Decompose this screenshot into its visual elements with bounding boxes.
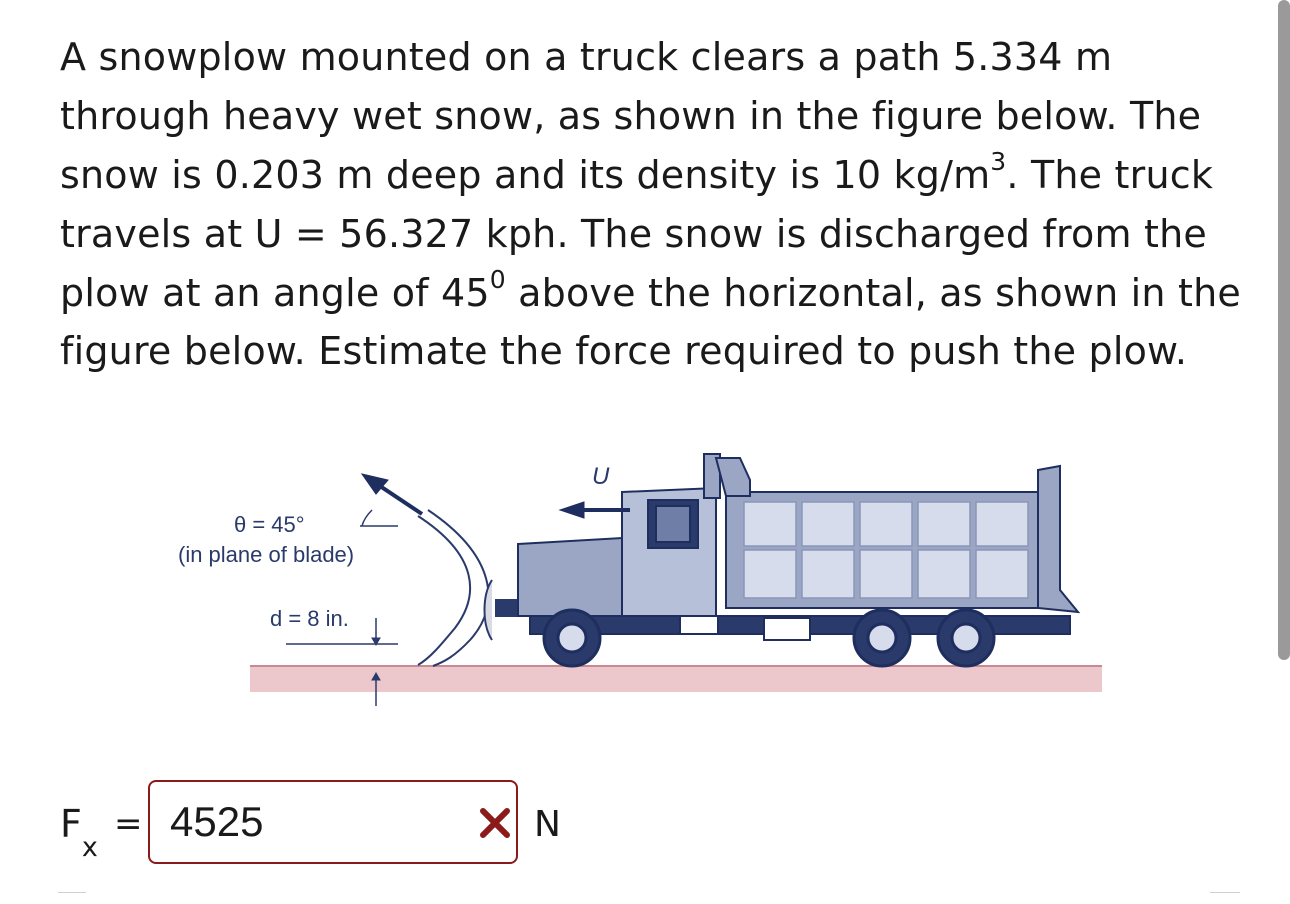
problem-line-3 (60, 146, 1240, 205)
unit-label: N (534, 804, 561, 845)
dump-tailgate (1038, 466, 1078, 612)
snowplow-figure (160, 440, 1120, 720)
problem-line-1: A snowplow mounted on a truck clears a path 5.334 m (60, 35, 1113, 79)
answer-row (60, 778, 620, 868)
divider-right (1210, 892, 1240, 893)
wheel-rear-1 (854, 610, 910, 666)
plane-label: (in plane of blade) (178, 542, 355, 567)
wrong-x-icon (478, 806, 512, 840)
discharge-arrow-icon (362, 474, 422, 514)
velocity-arrow-icon (560, 502, 630, 518)
problem-line-5-text: plow at an angle of 45 (60, 270, 490, 315)
answer-input[interactable] (170, 796, 450, 848)
equals-sign: = (114, 804, 143, 844)
theta-label: θ = 45° (234, 512, 305, 537)
truck-hood (518, 538, 626, 616)
plow-blade (485, 580, 523, 640)
divider-left (58, 892, 86, 893)
dump-cab-guard (716, 458, 750, 496)
force-variable-main: F (60, 802, 82, 846)
problem-line-4: travels at U = 56.327 kph. The snow is discharged from the (60, 211, 1207, 256)
depth-label: d = 8 in. (270, 606, 349, 631)
snow-discharge-stream (418, 510, 488, 666)
wheel-rear-2 (938, 610, 994, 666)
problem-statement (60, 28, 1240, 381)
problem-line-3-tail: . The truck (1006, 152, 1214, 197)
problem-line-5 (60, 264, 1240, 323)
angle-arc (362, 510, 372, 526)
velocity-label: U (592, 463, 610, 490)
fuel-tank (764, 618, 810, 640)
force-variable-sub: x (81, 831, 98, 863)
superscript-cubed: 3 (990, 147, 1007, 177)
problem-line-2: through heavy wet snow, as shown in the figure below. The (60, 93, 1202, 138)
dump-panels (744, 502, 1028, 598)
scrollbar-thumb[interactable] (1278, 0, 1290, 660)
cab-window-inner (656, 506, 690, 542)
depth-dimension-icon (286, 618, 398, 706)
superscript-degree: 0 (489, 264, 506, 294)
problem-line-6: figure below. Estimate the force required to push the plow. (60, 329, 1188, 374)
force-variable-label (60, 802, 98, 863)
wheel-front (544, 610, 600, 666)
problem-line-5-tail: above the horizontal, as shown in the (505, 270, 1241, 315)
problem-line-3-text: snow is 0.203 m deep and its density is 10 kg/m (60, 152, 991, 197)
step-box (680, 616, 718, 634)
answer-input-box[interactable] (148, 780, 518, 864)
